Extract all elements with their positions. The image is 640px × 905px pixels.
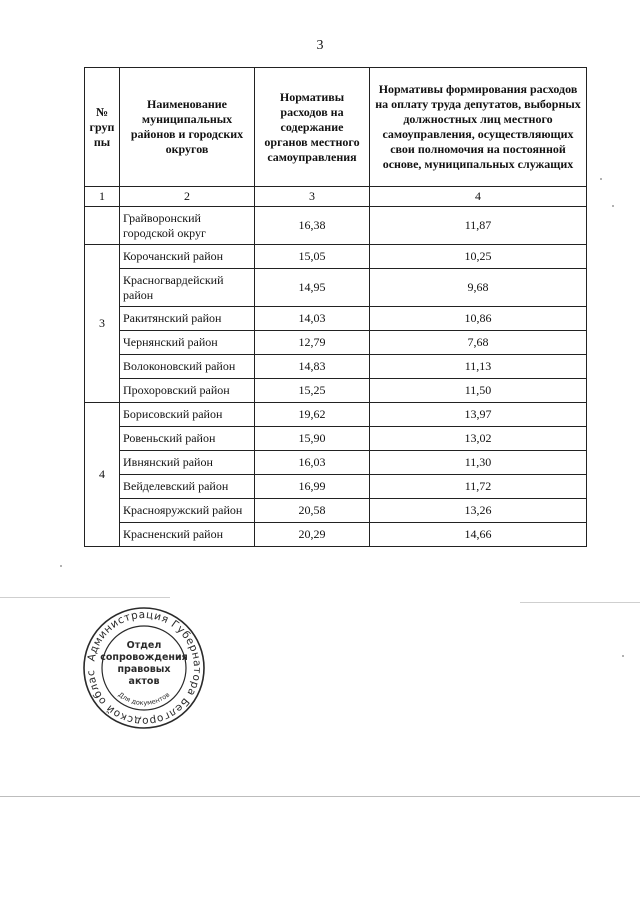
salary-norm: 11,72 <box>370 475 587 499</box>
municipality-name: Красногвардейский район <box>120 269 255 307</box>
municipality-name: Борисовский район <box>120 403 255 427</box>
column-index: 4 <box>370 187 587 207</box>
stamp-inner-line: актов <box>128 676 160 687</box>
table-row <box>85 269 587 307</box>
municipality-name: Вейделевский район <box>120 475 255 499</box>
salary-norm: 11,50 <box>370 379 587 403</box>
table-row <box>85 499 587 523</box>
table-row <box>85 523 587 547</box>
salary-norm: 11,30 <box>370 451 587 475</box>
column-index-row <box>85 187 587 207</box>
group-number-3: 3 <box>85 245 120 403</box>
scan-line <box>0 597 170 598</box>
maintenance-norm: 14,83 <box>255 355 370 379</box>
maintenance-norm: 20,29 <box>255 523 370 547</box>
table-row <box>85 403 587 427</box>
table-row <box>85 355 587 379</box>
scan-speck <box>60 565 62 567</box>
norms-table <box>84 67 587 547</box>
group-number-4: 4 <box>85 403 120 547</box>
maintenance-norm: 20,58 <box>255 499 370 523</box>
municipality-name: Ровеньский район <box>120 427 255 451</box>
municipality-name: Ракитянский район <box>120 307 255 331</box>
stamp-ring-text: Администрация Губернатора Белгородской облас <box>84 608 204 728</box>
stamp-graphic <box>82 606 206 730</box>
maintenance-norm: 16,38 <box>255 207 370 245</box>
scan-speck <box>600 178 602 180</box>
maintenance-norm: 15,90 <box>255 427 370 451</box>
municipality-name: Красненский район <box>120 523 255 547</box>
column-index: 3 <box>255 187 370 207</box>
maintenance-norm: 15,25 <box>255 379 370 403</box>
municipality-name: Прохоровский район <box>120 379 255 403</box>
table-row <box>85 207 587 245</box>
header-municipality-name: Наименование муниципальных районов и городских округов <box>120 68 255 187</box>
header-salary-norm: Нормативы формирования расходов на оплату труда депутатов, выборных должностных лиц местного самоуправления, осуществляющих свои полномочия на постоянной основе, муниципальных служащих <box>370 68 587 187</box>
stamp-bottom-text: Для документов <box>116 690 172 707</box>
municipality-name: Корочанский район <box>120 245 255 269</box>
scan-line <box>0 796 640 797</box>
municipality-name: Волоконовский район <box>120 355 255 379</box>
table-row <box>85 427 587 451</box>
column-index: 1 <box>85 187 120 207</box>
municipality-name: Краснояружский район <box>120 499 255 523</box>
group-cell-empty <box>85 207 120 245</box>
maintenance-norm: 14,95 <box>255 269 370 307</box>
salary-norm: 7,68 <box>370 331 587 355</box>
salary-norm: 10,86 <box>370 307 587 331</box>
table-row <box>85 451 587 475</box>
salary-norm: 14,66 <box>370 523 587 547</box>
table-row <box>85 475 587 499</box>
table-row <box>85 307 587 331</box>
header-group-number: № груп пы <box>85 68 120 187</box>
salary-norm: 11,87 <box>370 207 587 245</box>
maintenance-norm: 16,03 <box>255 451 370 475</box>
scan-line <box>520 602 640 603</box>
table-row <box>85 331 587 355</box>
municipality-name: Грайворонский городской округ <box>120 207 255 245</box>
salary-norm: 9,68 <box>370 269 587 307</box>
municipality-name: Чернянский район <box>120 331 255 355</box>
municipality-name: Ивнянский район <box>120 451 255 475</box>
header-maintenance-norm: Нормативы расходов на содержание органов местного самоуправления <box>255 68 370 187</box>
table-row <box>85 379 587 403</box>
stamp-inner-line: сопровождения <box>100 652 188 663</box>
salary-norm: 11,13 <box>370 355 587 379</box>
maintenance-norm: 19,62 <box>255 403 370 427</box>
page-number: 3 <box>316 38 324 53</box>
stamp-inner-line: правовых <box>117 664 171 675</box>
salary-norm: 13,97 <box>370 403 587 427</box>
table-header-row <box>85 68 587 187</box>
salary-norm: 10,25 <box>370 245 587 269</box>
scan-speck <box>612 205 614 207</box>
scan-speck <box>622 655 624 657</box>
table-row <box>85 245 587 269</box>
maintenance-norm: 12,79 <box>255 331 370 355</box>
salary-norm: 13,02 <box>370 427 587 451</box>
official-stamp <box>82 606 206 730</box>
maintenance-norm: 15,05 <box>255 245 370 269</box>
maintenance-norm: 14,03 <box>255 307 370 331</box>
salary-norm: 13,26 <box>370 499 587 523</box>
maintenance-norm: 16,99 <box>255 475 370 499</box>
column-index: 2 <box>120 187 255 207</box>
stamp-inner-line: Отдел <box>126 640 162 651</box>
